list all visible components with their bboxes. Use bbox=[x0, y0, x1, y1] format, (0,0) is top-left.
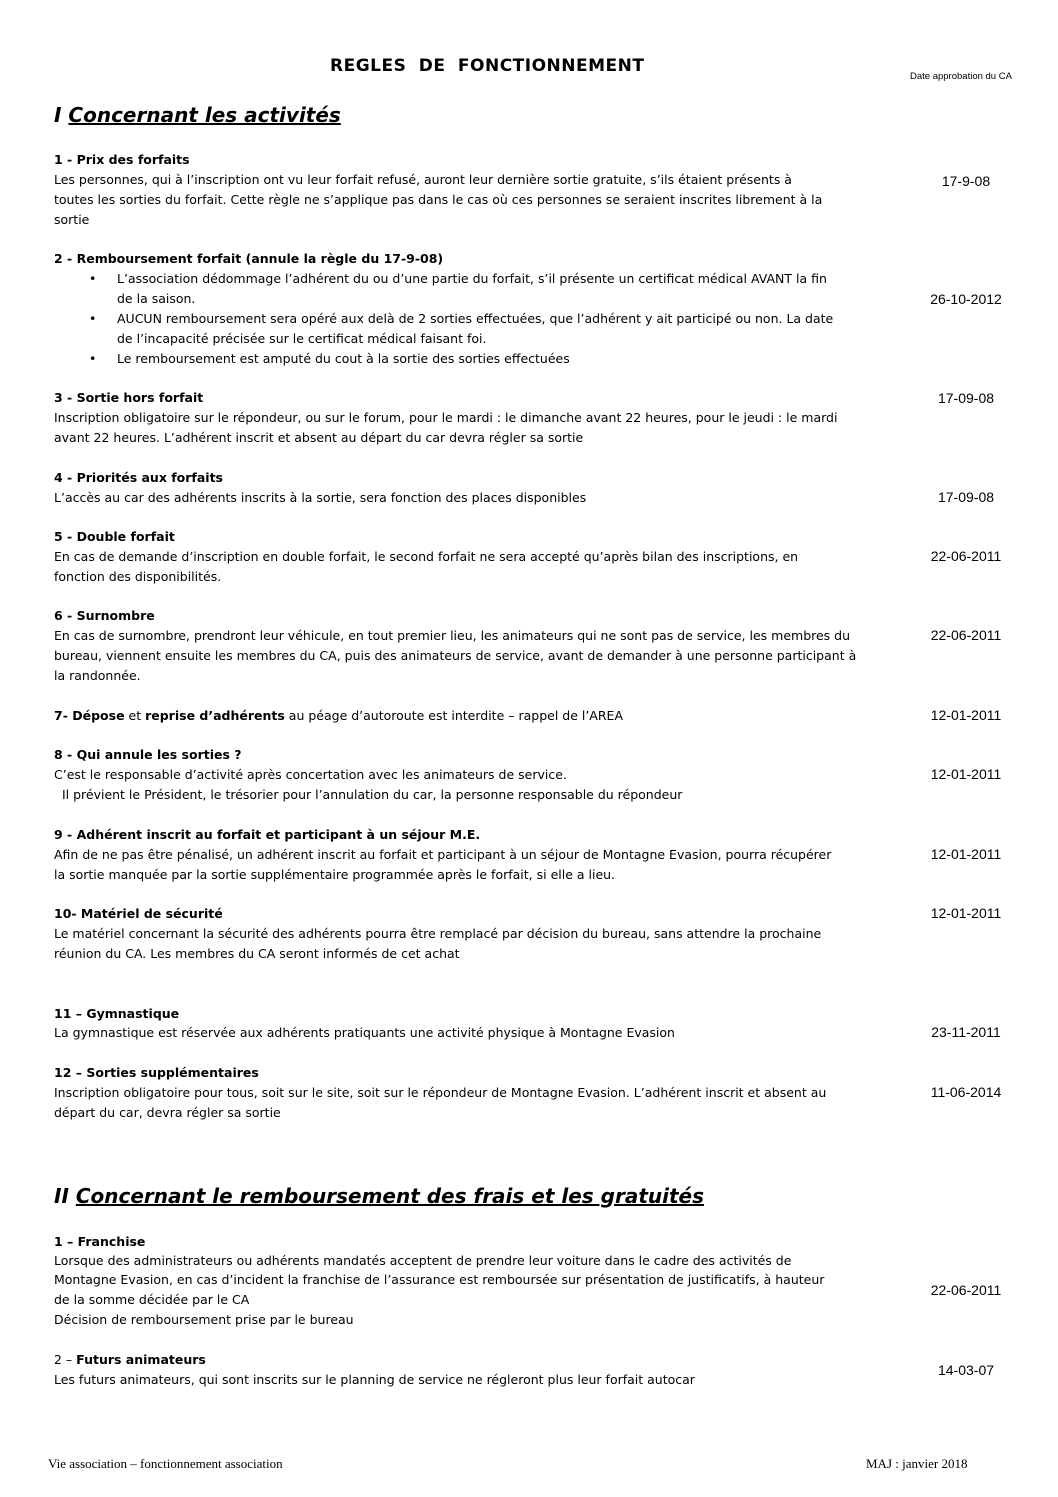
rule-title: 12 – Sorties supplémentaires bbox=[54, 1065, 259, 1080]
rule-text: Inscription obligatoire sur le répondeur, ou sur le forum, pour le mardi : le dimanche avant 22 heures, pour le jeudi : le mardi bbox=[54, 410, 838, 425]
rule-text: C’est le responsable d’activité après concertation avec les animateurs de service. bbox=[54, 767, 567, 782]
approval-date: 26-10-2012 bbox=[930, 291, 1002, 307]
rule-title: 9 - Adhérent inscrit au forfait et participant à un séjour M.E. bbox=[54, 827, 481, 842]
rule-title: 5 - Double forfait bbox=[54, 529, 175, 544]
rule-title: 11 – Gymnastique bbox=[54, 1006, 180, 1021]
approval-date: 12-01-2011 bbox=[930, 766, 1002, 782]
rule-text: de la somme décidée par le CA bbox=[54, 1292, 250, 1307]
rule-text: Lorsque des administrateurs ou adhérents mandatés acceptent de prendre leur voiture dans le cadre des activités de bbox=[54, 1253, 792, 1268]
rule-title: 3 - Sortie hors forfait bbox=[54, 390, 204, 405]
rule-title: 1 - Prix des forfaits bbox=[54, 152, 190, 167]
rule-title: 2 - Remboursement forfait (annule la règle du 17-9-08) bbox=[54, 251, 444, 266]
rule-text: L’accès au car des adhérents inscrits à la sortie, sera fonction des places disponibles bbox=[54, 490, 587, 505]
approval-date: 11-06-2014 bbox=[930, 1084, 1002, 1100]
approval-date: 22-06-2011 bbox=[930, 1282, 1002, 1298]
approval-date: 14-03-07 bbox=[937, 1362, 995, 1378]
approval-date: 12-01-2011 bbox=[930, 846, 1002, 862]
rule-text: Les futurs animateurs, qui sont inscrits sur le planning de service ne régleront plus leur forfait autocar bbox=[54, 1372, 695, 1387]
rule-text: En cas de demande d’inscription en double forfait, le second forfait ne sera accepté qu’après bilan des inscriptions, en bbox=[54, 549, 799, 564]
approval-date: 22-06-2011 bbox=[930, 548, 1002, 564]
rule-title-part: et bbox=[124, 708, 146, 723]
approval-date: 12-01-2011 bbox=[930, 905, 1002, 921]
approval-date: 22-06-2011 bbox=[930, 627, 1002, 643]
rule-text: départ du car, devra régler sa sortie bbox=[54, 1105, 281, 1120]
date-column-header: Date approbation du CA bbox=[910, 71, 1012, 82]
bullet-icon: • bbox=[89, 311, 97, 326]
bullet-icon: • bbox=[89, 351, 97, 366]
rule-title: 6 - Surnombre bbox=[54, 608, 155, 623]
rule-text: fonction des disponibilités. bbox=[54, 569, 222, 584]
bullet-text: AUCUN remboursement sera opéré aux delà de 2 sorties effectuées, que l’adhérent y ait participé ou non. La date bbox=[117, 311, 834, 326]
rule-text: Décision de remboursement prise par le bureau bbox=[54, 1312, 354, 1327]
rule-title: 10- Matériel de sécurité bbox=[54, 906, 223, 921]
approval-date: 23-11-2011 bbox=[931, 1024, 1001, 1040]
rule-text: Afin de ne pas être pénalisé, un adhérent inscrit au forfait et participant à un séjour de Montagne Evasion, pourra récupérer bbox=[54, 847, 832, 862]
approval-date: 17-09-08 bbox=[937, 489, 995, 505]
page-title: REGLES DE FONCTIONNEMENT bbox=[330, 56, 645, 76]
rule-title: 1 – Franchise bbox=[54, 1234, 146, 1249]
footer-right: MAJ : janvier 2018 bbox=[866, 1456, 968, 1471]
section-1-heading bbox=[54, 103, 341, 127]
rule-title: 8 - Qui annule les sorties ? bbox=[54, 747, 242, 762]
rule-text: avant 22 heures. L’adhérent inscrit et absent au départ du car devra régler sa sortie bbox=[54, 430, 584, 445]
rule-text: Il prévient le Président, le trésorier pour l’annulation du car, la personne responsable du répondeur bbox=[54, 787, 683, 802]
bullet-icon: • bbox=[89, 271, 97, 286]
rule-text: réunion du CA. Les membres du CA seront informés de cet achat bbox=[54, 946, 460, 961]
rule-text: la sortie manquée par la sortie supplémentaire programmée après le forfait, si elle a lieu. bbox=[54, 867, 616, 882]
rule-text: La gymnastique est réservée aux adhérents pratiquants une activité physique à Montagne Evasion bbox=[54, 1025, 675, 1040]
rule-title-part: Futurs animateurs bbox=[76, 1352, 206, 1367]
approval-date: 17-09-08 bbox=[937, 390, 995, 406]
section-1-number: I bbox=[54, 103, 62, 127]
rule-number: 2 – bbox=[54, 1352, 77, 1367]
section-2-number: II bbox=[54, 1184, 69, 1208]
section-2-heading bbox=[54, 1184, 704, 1208]
section-1-title: Concernant les activités bbox=[68, 103, 341, 127]
rule-text: sortie bbox=[54, 212, 90, 227]
rule-text: En cas de surnombre, prendront leur véhicule, en tout premier lieu, les animateurs qui ne sont pas de service, les membres du bbox=[54, 628, 851, 643]
approval-date: 17-9-08 bbox=[941, 173, 991, 189]
rule-text: au péage d’autoroute est interdite – rappel de l’AREA bbox=[284, 708, 623, 723]
rule-text: Le matériel concernant la sécurité des adhérents pourra être remplacé par décision du bureau, sans attendre la prochaine bbox=[54, 926, 822, 941]
rule-text: Inscription obligatoire pour tous, soit sur le site, soit sur le répondeur de Montagne Evasion. L’adhérent inscrit et absent au bbox=[54, 1085, 827, 1100]
bullet-text: de l’incapacité précisée sur le certificat médical faisant foi. bbox=[117, 331, 487, 346]
approval-date: 12-01-2011 bbox=[930, 707, 1002, 723]
rule-title: 4 - Priorités aux forfaits bbox=[54, 470, 223, 485]
bullet-text: Le remboursement est amputé du cout à la sortie des sorties effectuées bbox=[117, 351, 570, 366]
rule-text: bureau, viennent ensuite les membres du CA, puis des animateurs de service, avant de demander à une personne participant à bbox=[54, 648, 857, 663]
rule-text: la randonnée. bbox=[54, 668, 141, 683]
rule-title bbox=[54, 708, 623, 723]
rule-title-part: 7- Dépose bbox=[54, 708, 125, 723]
rule-text: toutes les sorties du forfait. Cette règle ne s’applique pas dans le cas où ces personnes se seraient inscrites librement à la bbox=[54, 192, 823, 207]
bullet-text: de la saison. bbox=[117, 291, 196, 306]
rule-title bbox=[54, 1352, 206, 1367]
footer-left: Vie association – fonctionnement association bbox=[48, 1456, 283, 1471]
rule-text: Montagne Evasion, en cas d’incident la franchise de l’assurance est remboursée sur présentation de justificatifs, à hauteur bbox=[54, 1272, 825, 1287]
rule-text: Les personnes, qui à l’inscription ont vu leur forfait refusé, auront leur dernière sortie gratuite, s’ils étaient présents à bbox=[54, 172, 792, 187]
section-2-title: Concernant le remboursement des frais et les gratuités bbox=[75, 1184, 705, 1208]
rule-title-part: reprise d’adhérents bbox=[145, 708, 285, 723]
bullet-text: L’association dédommage l’adhérent du ou d’une partie du forfait, s’il présente un certificat médical AVANT la fin bbox=[117, 271, 827, 286]
